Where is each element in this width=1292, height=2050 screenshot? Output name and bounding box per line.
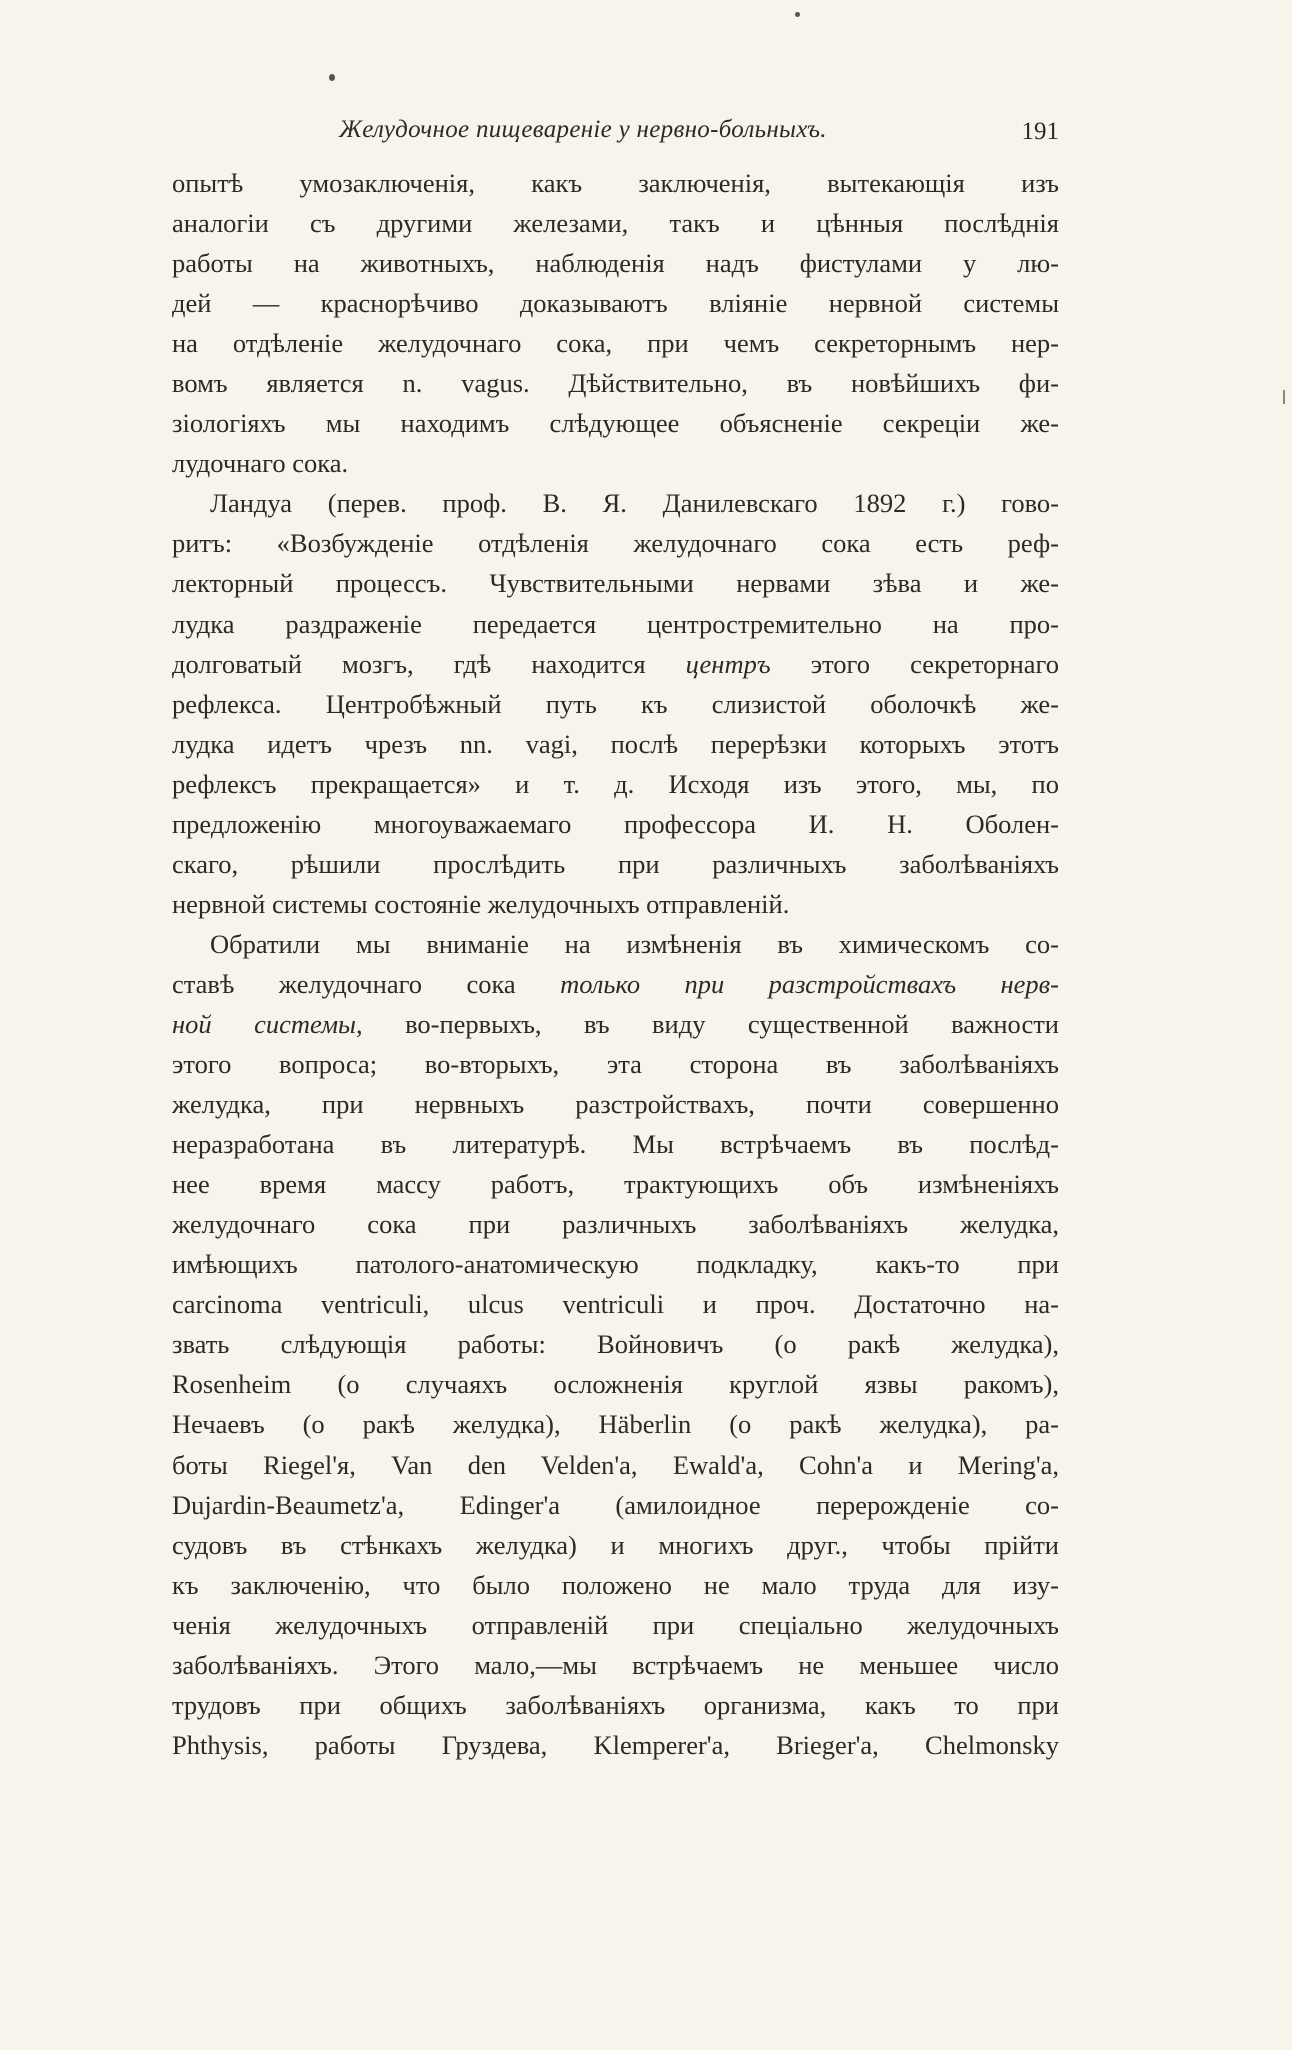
- text-segment: рефлекса. Центробѣжный путь къ слизистой оболочкѣ же-: [172, 688, 1059, 719]
- text-segment: трудовъ при общихъ заболѣваніяхъ организма, какъ то при: [172, 1689, 1059, 1720]
- text-segment: carcinoma ventriculi, ulcus ventriculi и проч. Достаточно на-: [172, 1289, 1059, 1320]
- text-line: [172, 1284, 1059, 1324]
- emphasized-text: только при разстройствахъ нерв-: [560, 968, 1059, 999]
- text-segment: Нечаевъ (о ракѣ желудка), Häberlin (о ракѣ желудка), ра-: [172, 1409, 1059, 1440]
- text-line: [172, 1485, 1059, 1525]
- text-line: [172, 163, 1059, 203]
- text-line: [172, 1004, 1059, 1044]
- text-line: [172, 884, 1059, 924]
- text-segment: Phthysis, работы Груздева, Klemperer'а, Brieger'а, Chelmonsky: [172, 1729, 1059, 1760]
- text-segment: этого секреторнаго: [770, 648, 1059, 679]
- text-segment: неразработана въ литературѣ. Мы встрѣчаемъ въ послѣд-: [172, 1129, 1059, 1160]
- text-segment: Dujardin-Beaumetz'а, Edinger'а (амилоидное перерожденіе со-: [172, 1489, 1059, 1520]
- text-line: [172, 563, 1059, 603]
- text-line: [172, 1204, 1059, 1244]
- text-line: [172, 924, 1059, 964]
- text-line: [172, 1364, 1059, 1404]
- text-line: [172, 1124, 1059, 1164]
- text-line: [172, 1164, 1059, 1204]
- text-line: [172, 1044, 1059, 1084]
- text-segment: нее время массу работъ, трактующихъ объ измѣненіяхъ: [172, 1169, 1059, 1200]
- text-segment: опытѣ умозаключенія, какъ заключенія, вытекающія изъ: [172, 168, 1059, 198]
- text-segment: звать слѣдующія работы: Войновичъ (о ракѣ желудка),: [172, 1329, 1059, 1360]
- text-line: [172, 964, 1059, 1004]
- text-line: [172, 1445, 1059, 1485]
- page-number: 191: [1021, 118, 1059, 145]
- text-line: [172, 1645, 1059, 1685]
- text-line: [172, 483, 1059, 523]
- text-segment: лудка раздраженіе передается центростремительно на про-: [172, 608, 1059, 639]
- text-line: [172, 403, 1059, 443]
- text-segment: нервной системы состояніе желудочныхъ отправленій.: [172, 888, 790, 919]
- text-segment: ритъ: «Возбужденіе отдѣленія желудочнаго сока есть реф-: [172, 528, 1059, 559]
- running-head: [173, 110, 1059, 150]
- text-line: [172, 243, 1059, 283]
- text-segment: на отдѣленіе желудочнаго сока, при чемъ секреторнымъ нер-: [172, 328, 1059, 359]
- text-segment: рефлексъ прекращается» и т. д. Исходя изъ этого, мы, по: [172, 768, 1059, 799]
- text-line: [172, 1725, 1059, 1765]
- text-segment: дей — краснорѣчиво доказываютъ вліяніе нервной системы: [172, 288, 1059, 319]
- text-line: [172, 1324, 1059, 1364]
- text-line: [172, 323, 1059, 363]
- text-segment: заболѣваніяхъ. Этого мало,—мы встрѣчаемъ не меньшее число: [172, 1649, 1059, 1680]
- text-segment: лекторный процессъ. Чувствительными нервами зѣва и же-: [172, 568, 1059, 599]
- text-segment: работы на животныхъ, наблюденія надъ фистулами у лю-: [172, 248, 1059, 279]
- text-segment: долговатый мозгъ, гдѣ находится: [172, 648, 686, 679]
- text-segment: желудочнаго сока при различныхъ заболѣваніяхъ желудка,: [172, 1209, 1059, 1240]
- text-line: [172, 724, 1059, 764]
- emphasized-text: центръ: [685, 648, 771, 679]
- text-line: [172, 684, 1059, 724]
- text-segment: предложенію многоуважаемаго профессора И. Н. Оболен-: [172, 808, 1059, 839]
- text-line: [172, 644, 1059, 684]
- text-segment: Ландуа (перев. проф. В. Я. Данилевскаго 1892 г.) гово-: [210, 488, 1059, 519]
- text-segment: , во-первыхъ, въ виду существенной важности: [355, 1008, 1059, 1039]
- body-text: [172, 163, 1059, 1765]
- text-line: [172, 1404, 1059, 1444]
- text-line: [172, 1685, 1059, 1725]
- text-line: [172, 1605, 1059, 1645]
- text-segment: Обратили мы вниманіе на измѣненія въ химическомъ со-: [210, 928, 1059, 959]
- text-line: [172, 363, 1059, 403]
- text-line: [172, 1244, 1059, 1284]
- running-title: Желудочное пищевареніе у нервно-больныхъ.: [339, 116, 827, 143]
- text-segment: боты Riegel'я, Van den Velden'а, Ewald'а, Cohn'а и Mering'а,: [172, 1449, 1059, 1480]
- text-line: [172, 764, 1059, 804]
- text-segment: судовъ въ стѣнкахъ желудка) и многихъ друг., чтобы прійти: [172, 1529, 1059, 1560]
- text-line: [172, 844, 1059, 884]
- text-line: [172, 804, 1059, 844]
- text-segment: къ заключенію, что было положено не мало труда для изу-: [172, 1569, 1059, 1600]
- text-line: [172, 1525, 1059, 1565]
- text-line: [172, 443, 1059, 483]
- text-line: [172, 203, 1059, 243]
- text-segment: лудочнаго сока.: [172, 448, 349, 479]
- text-segment: Rosenheim (о случаяхъ осложненія круглой язвы ракомъ),: [172, 1369, 1059, 1400]
- emphasized-text: ной системы: [172, 1008, 356, 1039]
- text-segment: ставѣ желудочнаго сока: [172, 968, 561, 999]
- text-segment: имѣющихъ патолого-анатомическую подкладку, какъ-то при: [172, 1249, 1059, 1280]
- text-segment: зіологіяхъ мы находимъ слѣдующее объясненіе секреціи же-: [172, 408, 1059, 439]
- text-segment: желудка, при нервныхъ разстройствахъ, почти совершенно: [172, 1089, 1059, 1120]
- text-segment: ченія желудочныхъ отправленій при спеціально желудочныхъ: [172, 1609, 1059, 1640]
- text-segment: аналогіи съ другими железами, такъ и цѣнныя послѣднія: [172, 208, 1059, 239]
- text-segment: лудка идетъ чрезъ nn. vagi, послѣ перерѣзки которыхъ этотъ: [172, 728, 1059, 759]
- text-segment: вомъ является n. vagus. Дѣйствительно, въ новѣйшихъ фи-: [172, 368, 1059, 399]
- text-line: [172, 523, 1059, 563]
- text-line: [172, 604, 1059, 644]
- print-speck: [795, 12, 800, 17]
- text-segment: этого вопроса; во-вторыхъ, эта сторона въ заболѣваніяхъ: [172, 1049, 1059, 1080]
- text-segment: скаго, рѣшили прослѣдить при различныхъ заболѣваніяхъ: [172, 848, 1059, 879]
- print-speck: [329, 74, 335, 81]
- text-line: [172, 1565, 1059, 1605]
- text-line: [172, 1084, 1059, 1124]
- text-line: [172, 283, 1059, 323]
- margin-mark: [1283, 390, 1285, 404]
